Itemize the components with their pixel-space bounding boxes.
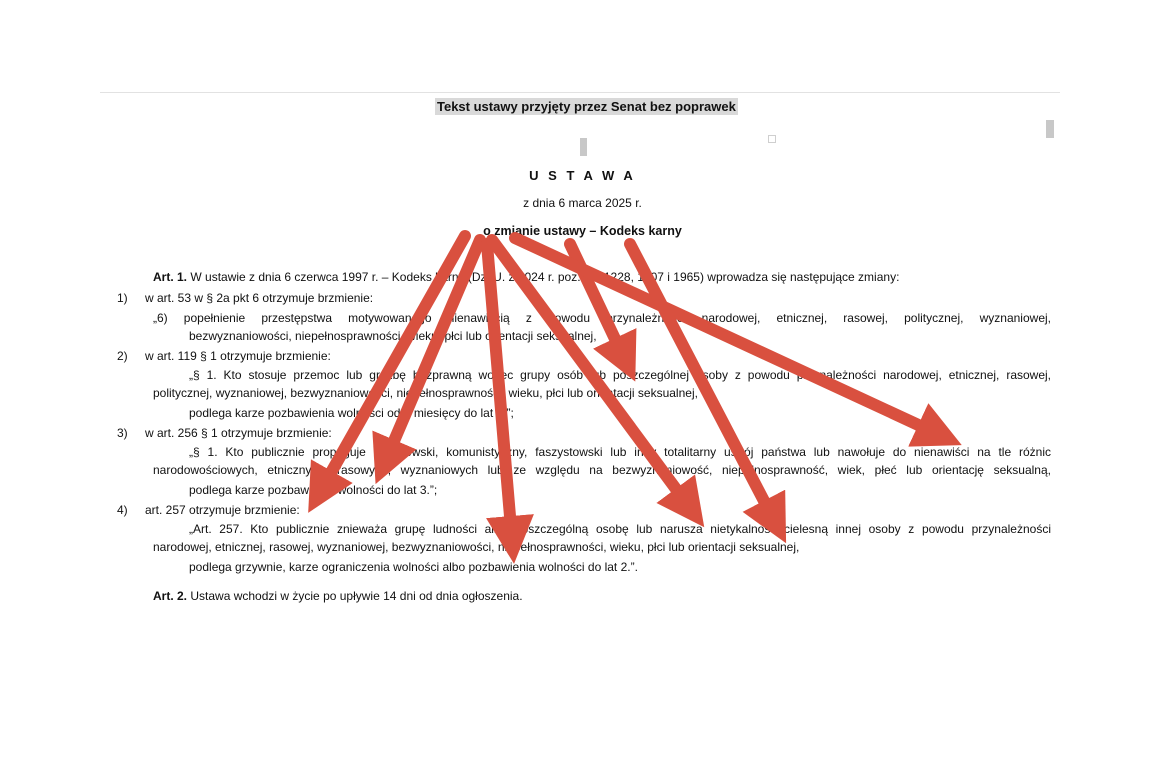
item-number: 1) <box>117 291 128 305</box>
item2-text: w art. 119 § 1 otrzymuje brzmienie: <box>145 349 331 363</box>
art2-text: Ustawa wchodzi w życie po upływie 14 dni od dnia ogłoszenia. <box>190 589 523 603</box>
item3-quote-line: narodowościowych, etnicznych, rasowych, wyznaniowych lub ze względu na bezwyznaniowość, niepełnosprawność, wiek, płeć lub orientację seksualną, <box>153 463 1051 477</box>
item2-quote-line: „§ 1. Kto stosuje przemoc lub groźbę bezprawną wobec grupy osób lub poszczególnej osoby z powodu przynależności narodowej, etnicznej, rasowej, <box>189 368 1051 382</box>
item1-text: w art. 53 w § 2a pkt 6 otrzymuje brzmienie: <box>145 291 374 305</box>
item3-text: w art. 256 § 1 otrzymuje brzmienie: <box>145 426 332 440</box>
item3-quote-line: „§ 1. Kto publicznie propaguje nazistowski, komunistyczny, faszystowski lub inny totalitarny ustrój państwa lub nawołuje do nienawiści na tle różnic <box>189 445 1051 459</box>
arrow-7 <box>630 244 775 522</box>
art2-line <box>153 588 523 604</box>
header-rule <box>100 92 1060 93</box>
item3-quote-line: podlega karze pozbawienia wolności do lat 3.”; <box>189 483 438 497</box>
act-title: U S T A W A <box>529 168 636 183</box>
item1-quote-line: „6) popełnienie przestępstwa motywowanego nienawiścią z powodu przynależności narodowej, etnicznej, rasowej, politycznej, wyznaniowej, <box>153 311 1051 325</box>
item2-quote-line: podlega karze pozbawienia wolności od 3 miesięcy do lat 5.”; <box>189 406 514 420</box>
item4-quote-line: narodowej, etnicznej, rasowej, wyznaniowej, bezwyznaniowości, niepełnosprawności, wieku, płci lub orientacji seksualnej, <box>153 540 800 554</box>
gray-marker <box>580 138 587 156</box>
art2-label: Art. 2. <box>153 589 188 603</box>
item1-quote-line: bezwyznaniowości, niepełnosprawności, wieku, płci lub orientacji seksualnej, <box>189 329 597 343</box>
item4-quote-line: podlega grzywnie, karze ograniczenia wolności albo pozbawienia wolności do lat 2.”. <box>189 560 638 574</box>
small-box-marker <box>768 135 776 143</box>
gray-marker <box>1046 120 1054 138</box>
item4-text: art. 257 otrzymuje brzmienie: <box>145 503 300 517</box>
art1-line <box>153 269 899 285</box>
item-number: 3) <box>117 426 128 440</box>
art1-label: Art. 1. <box>153 270 188 284</box>
item-number: 4) <box>117 503 128 517</box>
item-number: 2) <box>117 349 128 363</box>
act-date: z dnia 6 marca 2025 r. <box>523 196 642 210</box>
act-subject: o zmianie ustawy – Kodeks karny <box>483 224 682 238</box>
art1-text: W ustawie z dnia 6 czerwca 1997 r. – Kodeks karny (Dz. U. z 2024 r. poz. 17, 1228, 1907 i 1965) wprowadza się następujące zmiany: <box>190 270 900 284</box>
item2-quote-line: politycznej, wyznaniowej, bezwyznaniowości, niepełnosprawności, wieku, płci lub orientacji seksualnej, <box>153 386 698 400</box>
item4-quote-line: „Art. 257. Kto publicznie znieważa grupę ludności albo poszczególną osobę lub narusza nietykalność cielesną innej osoby z powodu przynależności <box>189 522 1051 536</box>
header-label: Tekst ustawy przyjęty przez Senat bez poprawek <box>437 99 736 114</box>
